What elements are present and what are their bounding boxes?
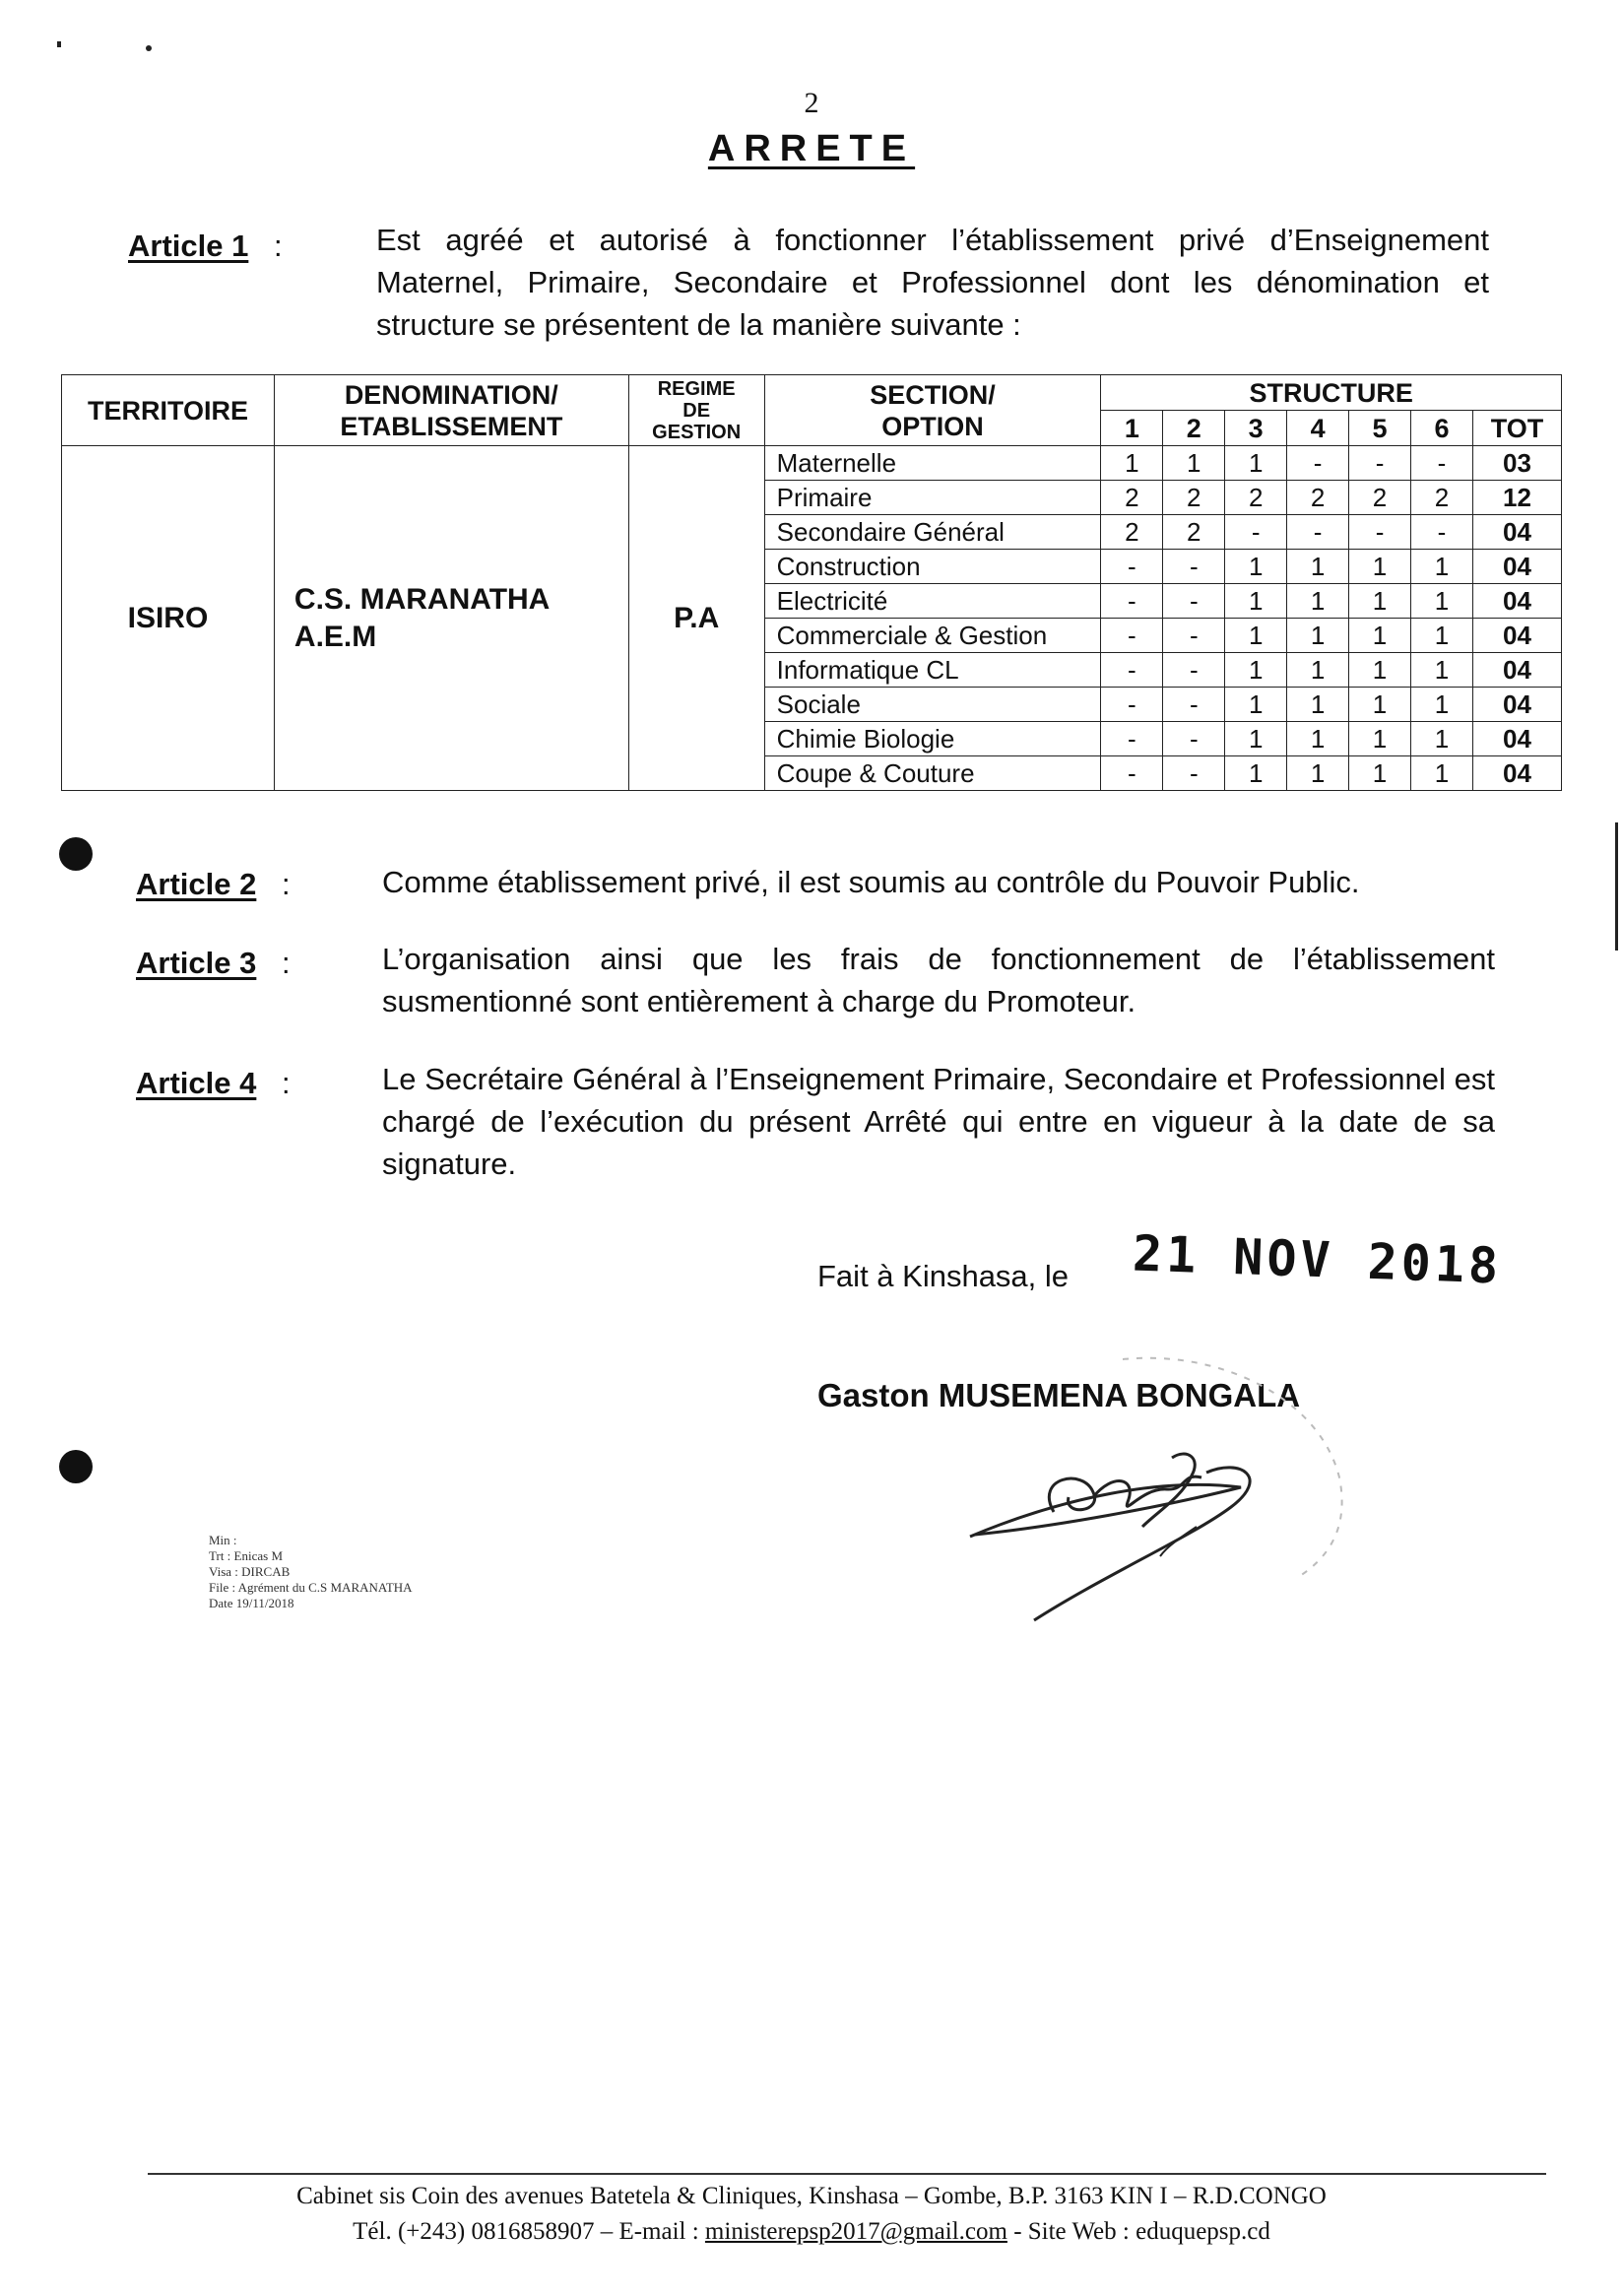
total-cell: 04 [1472,756,1561,791]
level-cell: 1 [1225,446,1287,481]
level-cell: - [1101,619,1163,653]
territoire-cell: ISIRO [62,446,275,791]
header-section: SECTION/ OPTION [764,375,1101,446]
reference-line: Min : [209,1533,237,1547]
level-cell: 2 [1163,515,1225,550]
option-cell: Electricité [764,584,1101,619]
level-cell: 2 [1101,515,1163,550]
total-cell: 04 [1472,515,1561,550]
level-cell: 1 [1225,756,1287,791]
level-cell: - [1163,619,1225,653]
level-cell: 1 [1349,688,1411,722]
level-cell: 1 [1225,722,1287,756]
level-cell: 1 [1101,446,1163,481]
level-cell: 1 [1287,653,1349,688]
level-cell: 1 [1287,550,1349,584]
total-cell: 04 [1472,688,1561,722]
article-2-label: Article 2 [136,867,257,901]
level-cell: 1 [1349,756,1411,791]
level-cell: - [1101,550,1163,584]
level-cell: - [1163,653,1225,688]
option-cell: Coupe & Couture [764,756,1101,791]
level-cell: 1 [1287,722,1349,756]
level-cell: 2 [1287,481,1349,515]
place-label: Fait à Kinshasa, le [817,1259,1070,1293]
footer-address: Cabinet sis Coin des avenues Batetela & Cliniques, Kinshasa – Gombe, B.P. 3163 KIN I – R.D.CONGO [296,2183,1327,2209]
level-cell: - [1101,722,1163,756]
header-level-5: 5 [1349,411,1411,446]
level-cell: 1 [1411,653,1473,688]
level-cell: - [1163,584,1225,619]
total-cell: 12 [1472,481,1561,515]
regime-cell: P.A [628,446,764,791]
total-cell: 04 [1472,722,1561,756]
email-link[interactable]: ministerepsp2017@gmail.com [704,2218,1007,2245]
total-cell: 03 [1472,446,1561,481]
article-2-colon: : [282,867,291,901]
header-structure: STRUCTURE [1101,375,1562,411]
header-level-6: 6 [1411,411,1473,446]
level-cell: 2 [1349,481,1411,515]
option-cell: Commerciale & Gestion [764,619,1101,653]
header-level-2: 2 [1163,411,1225,446]
footer-contact: Tél. (+243) 0816858907 – E-mail : ministerepsp2017@gmail.com - Site Web : eduquepsp.cd [353,2218,1270,2245]
level-cell: 1 [1287,584,1349,619]
level-cell: - [1411,446,1473,481]
level-cell: - [1101,756,1163,791]
level-cell: - [1101,584,1163,619]
footer-divider [148,2173,1546,2175]
reference-line: File : Agrément du C.S MARANATHA [209,1580,413,1595]
option-cell: Secondaire Général [764,515,1101,550]
level-cell: 2 [1411,481,1473,515]
level-cell: - [1163,550,1225,584]
article-3-colon: : [282,946,291,980]
header-denomination: DENOMINATION/ ETABLISSEMENT [274,375,628,446]
scan-mark [57,41,61,47]
level-cell: 1 [1411,584,1473,619]
header-total: TOT [1472,411,1561,446]
level-cell: - [1163,756,1225,791]
level-cell: 1 [1349,584,1411,619]
article-4-label: Article 4 [136,1066,257,1100]
punch-hole [59,1450,93,1483]
level-cell: 1 [1411,688,1473,722]
option-cell: Construction [764,550,1101,584]
article-3-text: L’organisation ainsi que les frais de fonctionnement de l’établissement susmentionné sont entièrement à charge du Promoteur. [382,942,1495,1018]
page-number: 2 [804,87,819,119]
punch-hole [59,837,93,871]
structure-table [61,374,1562,791]
level-cell: - [1287,446,1349,481]
article-3-label: Article 3 [136,946,257,980]
article-1-colon: : [274,229,283,263]
total-cell: 04 [1472,550,1561,584]
level-cell: 1 [1163,446,1225,481]
level-cell: 1 [1287,756,1349,791]
level-cell: 1 [1225,550,1287,584]
article-4-colon: : [282,1066,291,1100]
level-cell: - [1101,688,1163,722]
header-level-1: 1 [1101,411,1163,446]
level-cell: 2 [1101,481,1163,515]
reference-block [209,1533,524,1611]
article-1-label: Article 1 [128,229,249,263]
faint-stamp [1103,1340,1359,1586]
level-cell: 1 [1225,653,1287,688]
reference-line: Trt : Enicas M [209,1548,283,1563]
level-cell: - [1225,515,1287,550]
level-cell: 1 [1349,722,1411,756]
date-stamp: 21 NOV 2018 [1132,1224,1504,1295]
level-cell: 1 [1411,550,1473,584]
level-cell: 1 [1349,619,1411,653]
header-level-4: 4 [1287,411,1349,446]
level-cell: 2 [1225,481,1287,515]
table-row [62,446,1562,481]
level-cell: - [1411,515,1473,550]
total-cell: 04 [1472,619,1561,653]
option-cell: Chimie Biologie [764,722,1101,756]
option-cell: Informatique CL [764,653,1101,688]
level-cell: - [1349,446,1411,481]
denomination-cell: C.S. MARANATHA A.E.M [274,446,628,791]
level-cell: 1 [1225,584,1287,619]
level-cell: - [1163,688,1225,722]
level-cell: 1 [1287,619,1349,653]
level-cell: 1 [1349,550,1411,584]
level-cell: 1 [1411,722,1473,756]
option-cell: Primaire [764,481,1101,515]
header-level-3: 3 [1225,411,1287,446]
total-cell: 04 [1472,653,1561,688]
document-title: ARRETE [707,128,916,169]
signer-name: Gaston MUSEMENA BONGALA [817,1377,1301,1413]
level-cell: 1 [1411,619,1473,653]
website-link[interactable]: eduquepsp.cd [1136,2218,1270,2245]
total-cell: 04 [1472,584,1561,619]
article-1-text: Est agréé et autorisé à fonctionner l’établissement privé d’Enseignement Maternel, Primaire, Secondaire et Professionnel dont les dénomination et structure se présentent de la manière suivante : [376,223,1489,342]
level-cell: 1 [1225,619,1287,653]
level-cell: - [1163,722,1225,756]
level-cell: 1 [1225,688,1287,722]
level-cell: 1 [1287,688,1349,722]
level-cell: 1 [1411,756,1473,791]
header-territoire: TERRITOIRE [62,375,275,446]
reference-line: Date 19/11/2018 [209,1596,294,1610]
level-cell: 2 [1163,481,1225,515]
level-cell: - [1349,515,1411,550]
reference-line: Visa : DIRCAB [209,1564,291,1579]
option-cell: Maternelle [764,446,1101,481]
scan-mark [146,45,152,51]
article-4-text: Le Secrétaire Général à l’Enseignement Primaire, Secondaire et Professionnel est chargé de l’exécution du présent Arrêté qui entre en vigueur à la date de sa signature. [382,1062,1495,1181]
level-cell: - [1287,515,1349,550]
article-2-text: Comme établissement privé, il est soumis au contrôle du Pouvoir Public. [382,865,1360,899]
option-cell: Sociale [764,688,1101,722]
header-regime: REGIME DE GESTION [628,375,764,446]
level-cell: - [1101,653,1163,688]
level-cell: 1 [1349,653,1411,688]
scan-edge-line [1615,822,1618,951]
